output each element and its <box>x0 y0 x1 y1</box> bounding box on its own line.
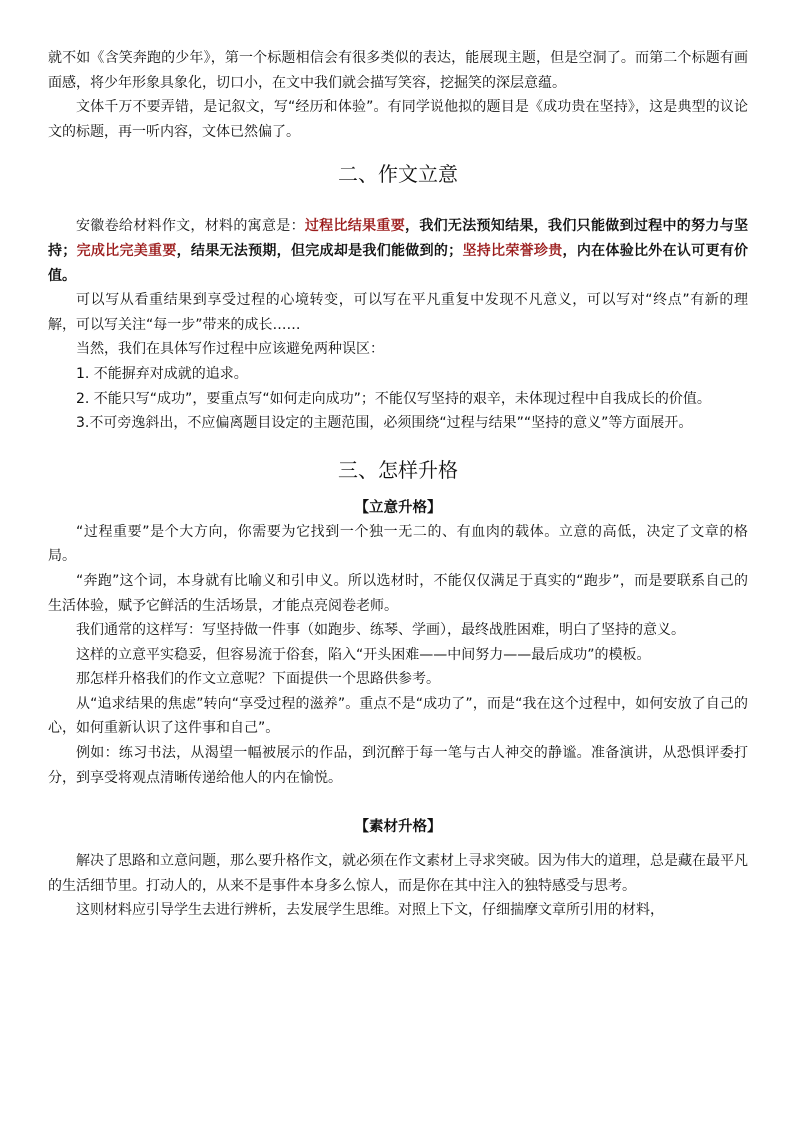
paragraph: 解决了思路和立意问题，那么要升格作文，就必须在作文素材上寻求突破。因为伟大的道理，总是藏在最平凡的生活细节里。打动人的，从来不是事件本身多么惊人，而是你在其中注入的独特感受与思考。 <box>48 853 748 894</box>
paragraph: “过程重要”是个大方向，你需要为它找到一个独一无二的、有血肉的载体。立意的高低，决定了文章的格局。 <box>48 523 748 565</box>
paragraph: “奔跑”这个词，本身就有比喻义和引申义。所以选材时，不能仅仅满足于真实的“跑步”，而是要联系自己的生活体验，赋予它鲜活的生活场景，才能点亮阅卷老师。 <box>48 572 748 614</box>
paragraph: 我们通常的这样写：写坚持做一件事（如跑步、练琴、学画），最终战胜困难，明白了坚持的意义。 <box>76 622 685 639</box>
list-item: 3.不可旁逸斜出，不应偏离题目设定的主题范围，必须围绕“过程与结果”“坚持的意义”等方面展开。 <box>76 415 693 432</box>
paragraph: 文体千万不要弄错，是记叙文，写“经历和体验”。有同学说他拟的题目是《成功贵在坚持》，这是典型的议论文的标题，再一听内容，文体已然偏了。 <box>48 99 748 140</box>
paragraph: 这则材料应引导学生去进行辨析，去发展学生思维。对照上下文，仔细揣摩文章所引用的材料， <box>76 902 664 919</box>
subsection-heading: 【素材升格】 <box>354 819 442 836</box>
list-item: 1. 不能摒弃对成就的追求。 <box>76 365 248 382</box>
text-run: 安徽卷给材料作文，材料的寓意是： <box>76 218 305 235</box>
paragraph: 当然，我们在具体写作过程中应该避免两种误区： <box>76 341 384 358</box>
bold-text: ，内在体验比外在认可更有价值。 <box>48 242 749 284</box>
section-heading: 三、怎样升格 <box>338 457 458 482</box>
bold-text: ，结果无法预期，但完成却是我们能做到的； <box>176 242 463 259</box>
highlight-text: 完成比完美重要 <box>76 242 177 259</box>
bold-text: ，我们无法预知结果，我们只能做到过程中的努力与坚持； <box>48 218 749 259</box>
subsection-heading: 【立意升格】 <box>354 499 442 516</box>
paragraph: 那怎样升格我们的作文立意呢？下面提供一个思路供参考。 <box>76 671 440 688</box>
paragraph: 例如：练习书法，从渴望一幅被展示的作品，到沉醉于每一笔与古人神交的静谧。准备演讲，从恐惧评委打分，到享受将观点清晰传递给他人的内在愉悦。 <box>48 745 748 786</box>
paragraph: 这样的立意平实稳妥，但容易流于俗套，陷入“开头困难——中间努力——最后成功”的模板。 <box>76 646 651 663</box>
paragraph: 可以写从看重结果到享受过程的心境转变，可以写在平凡重复中发现不凡意义，可以写对“终点”有新的理解，可以写关注“每一步”带来的成长…… <box>48 292 748 333</box>
section-heading: 二、作文立意 <box>338 162 458 187</box>
list-item: 2. 不能只写“成功”，要重点写“如何走向成功”；不能仅写坚持的艰辛，未体现过程中自我成长的价值。 <box>76 390 711 407</box>
highlight-text: 坚持比荣誉珍贵 <box>462 242 563 259</box>
document-page <box>48 46 748 923</box>
paragraph <box>48 214 748 288</box>
paragraph: 从“追求结果的焦虑”转向“享受过程的滋养”。重点不是“成功了”，而是“我在这个过程中，如何安放了自己的心，如何重新认识了这件事和自己”。 <box>48 695 748 737</box>
highlight-text: 过程比结果重要 <box>304 218 406 235</box>
paragraph: 就不如《含笑奔跑的少年》，第一个标题相信会有很多类似的表达，能展现主题，但是空洞了。而第二个标题有画面感，将少年形象具象化，切口小，在文中我们就会描写笑容，挖掘笑的深层意蕴。 <box>48 50 748 91</box>
